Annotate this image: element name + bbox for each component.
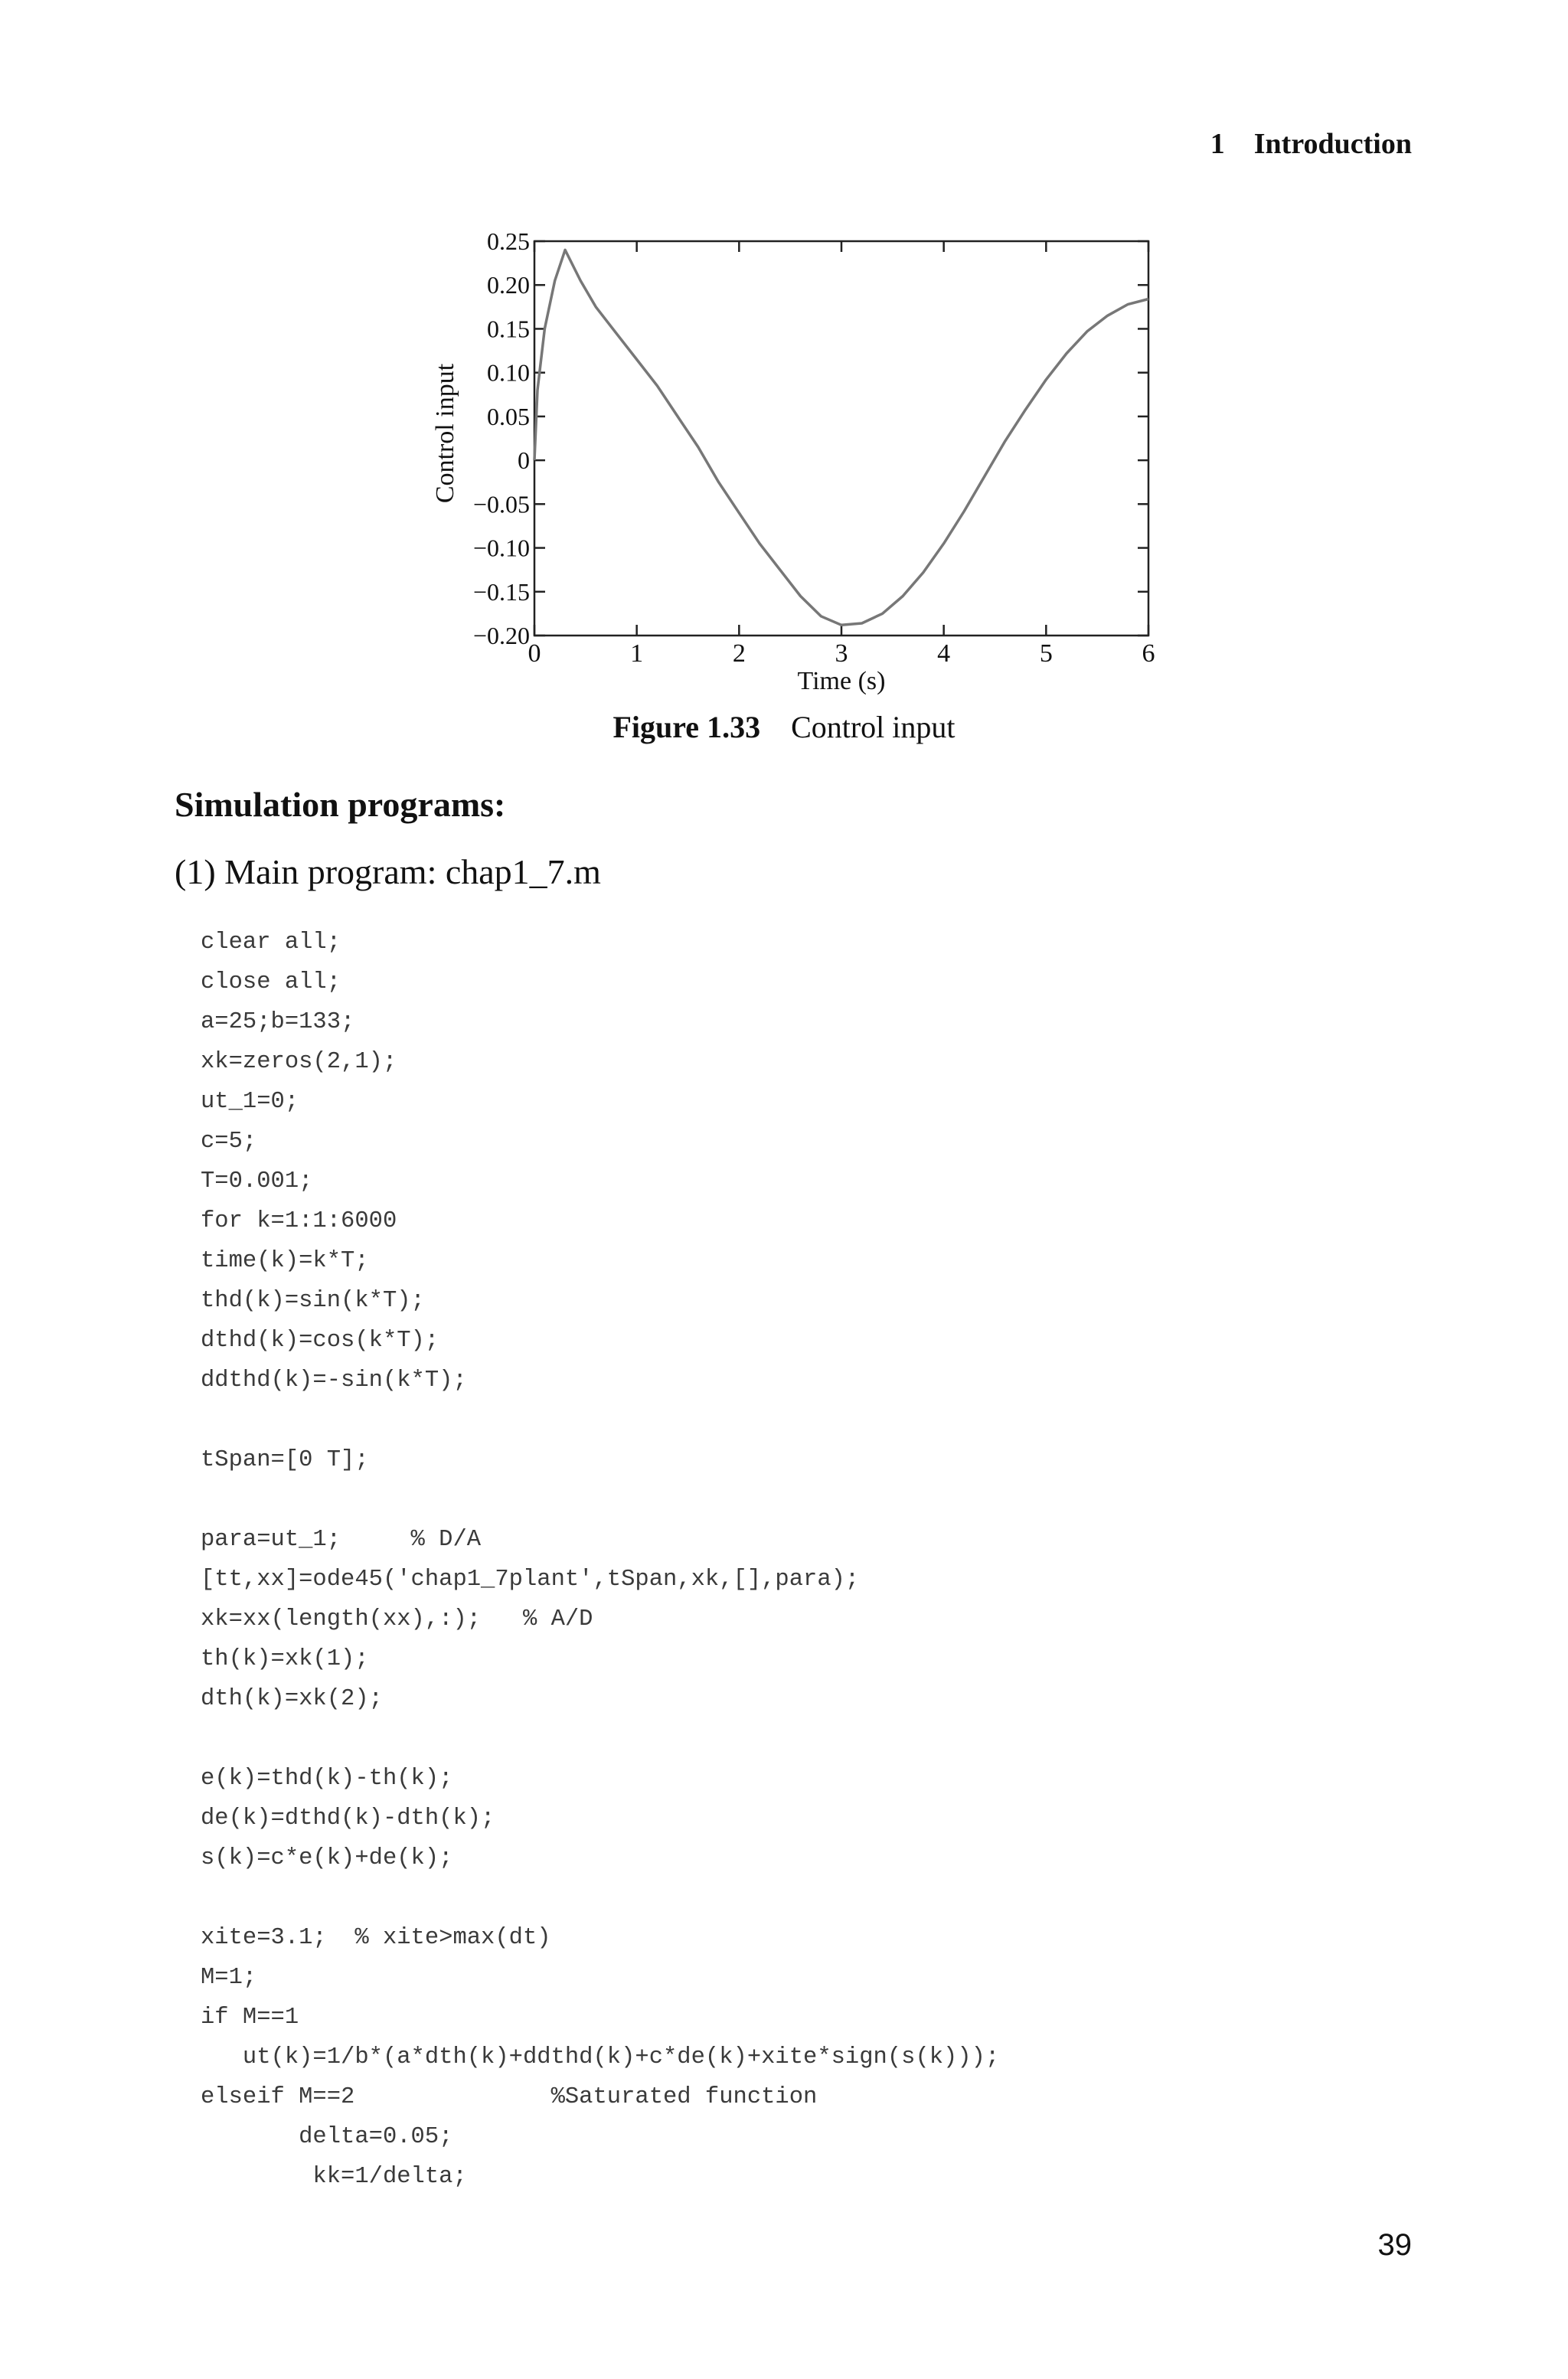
running-header [1210,127,1412,161]
code-line: M=1; [201,1965,257,1991]
code-line: thd(k)=sin(k*T); [201,1288,425,1314]
x-tick-label: 1 [630,639,644,668]
code-line: de(k)=dthd(k)-dth(k); [201,1805,495,1832]
program-subheading: (1) Main program: chap1_7.m [175,852,601,891]
y-tick-label: 0.20 [487,271,530,299]
code-line: time(k)=k*T; [201,1248,369,1274]
x-tick-label: 3 [835,639,848,668]
x-axis-label: Time (s) [797,667,886,695]
code-line: para=ut_1; % D/A [201,1527,482,1553]
code-line: dth(k)=xk(2); [201,1686,383,1712]
code-line: xk=zeros(2,1); [201,1049,397,1075]
code-line: dthd(k)=cos(k*T); [201,1328,439,1354]
y-tick-label: 0 [518,446,530,475]
x-tick-label: 5 [1039,639,1053,668]
code-line: kk=1/delta; [201,2164,467,2190]
series-line [534,250,1148,625]
y-tick-label: 0.15 [487,315,530,343]
code-line: a=25;b=133; [201,1009,355,1035]
code-line: delta=0.05; [201,2124,453,2150]
figure-number: Figure 1.33 [612,710,761,744]
code-line: [tt,xx]=ode45('chap1_7plant',tSpan,xk,[],para); [201,1567,860,1593]
y-axis-label: Control input [431,363,459,504]
code-line: tSpan=[0 T]; [201,1447,369,1473]
code-line: close all; [201,969,341,995]
code-line: ut(k)=1/b*(a*dth(k)+ddthd(k)+c*de(k)+xite*sign(s(k))); [201,2044,1000,2070]
figure-caption [0,709,1568,745]
code-line [201,1878,999,1918]
x-tick-label: 6 [1142,639,1155,668]
code-line: xk=xx(length(xx),:); % A/D [201,1606,593,1632]
code-line: xite=3.1; % xite>max(dt) [201,1925,551,1951]
code-line: ut_1=0; [201,1089,299,1115]
plot-area [473,227,1155,668]
code-line: c=5; [201,1129,257,1155]
y-tick-label: −0.05 [472,490,530,518]
code-line: s(k)=c*e(k)+de(k); [201,1845,453,1871]
chapter-number: 1 [1210,128,1225,160]
x-tick-label: 2 [732,639,746,668]
y-tick-label: 0.10 [487,358,530,387]
code-line: for k=1:1:6000 [201,1208,397,1234]
y-tick-label: −0.20 [472,622,530,649]
code-line: clear all; [201,930,341,956]
section-heading: Simulation programs: [175,785,506,824]
code-line: e(k)=thd(k)-th(k); [201,1766,453,1792]
code-line: ddthd(k)=-sin(k*T); [201,1368,467,1394]
page-number: 39 [1377,2228,1412,2262]
code-line: elseif M==2 %Saturated function [201,2084,818,2110]
code-line: if M==1 [201,2005,299,2031]
x-tick-label: 0 [528,639,541,668]
y-tick-label: 0.05 [487,402,530,430]
y-tick-label: 0.25 [487,227,530,255]
control-input-chart [413,222,1164,712]
chapter-title: Introduction [1253,128,1412,160]
code-line [201,1480,999,1520]
code-line [201,1719,999,1759]
code-line: th(k)=xk(1); [201,1646,369,1672]
figure-caption-text: Control input [791,710,956,744]
y-tick-label: −0.15 [472,577,530,606]
code-listing [201,923,999,2197]
plot-frame [534,241,1148,636]
y-tick-label: −0.10 [472,534,530,562]
x-tick-label: 4 [937,639,951,668]
code-line: T=0.001; [201,1168,313,1194]
code-line [201,1400,999,1440]
